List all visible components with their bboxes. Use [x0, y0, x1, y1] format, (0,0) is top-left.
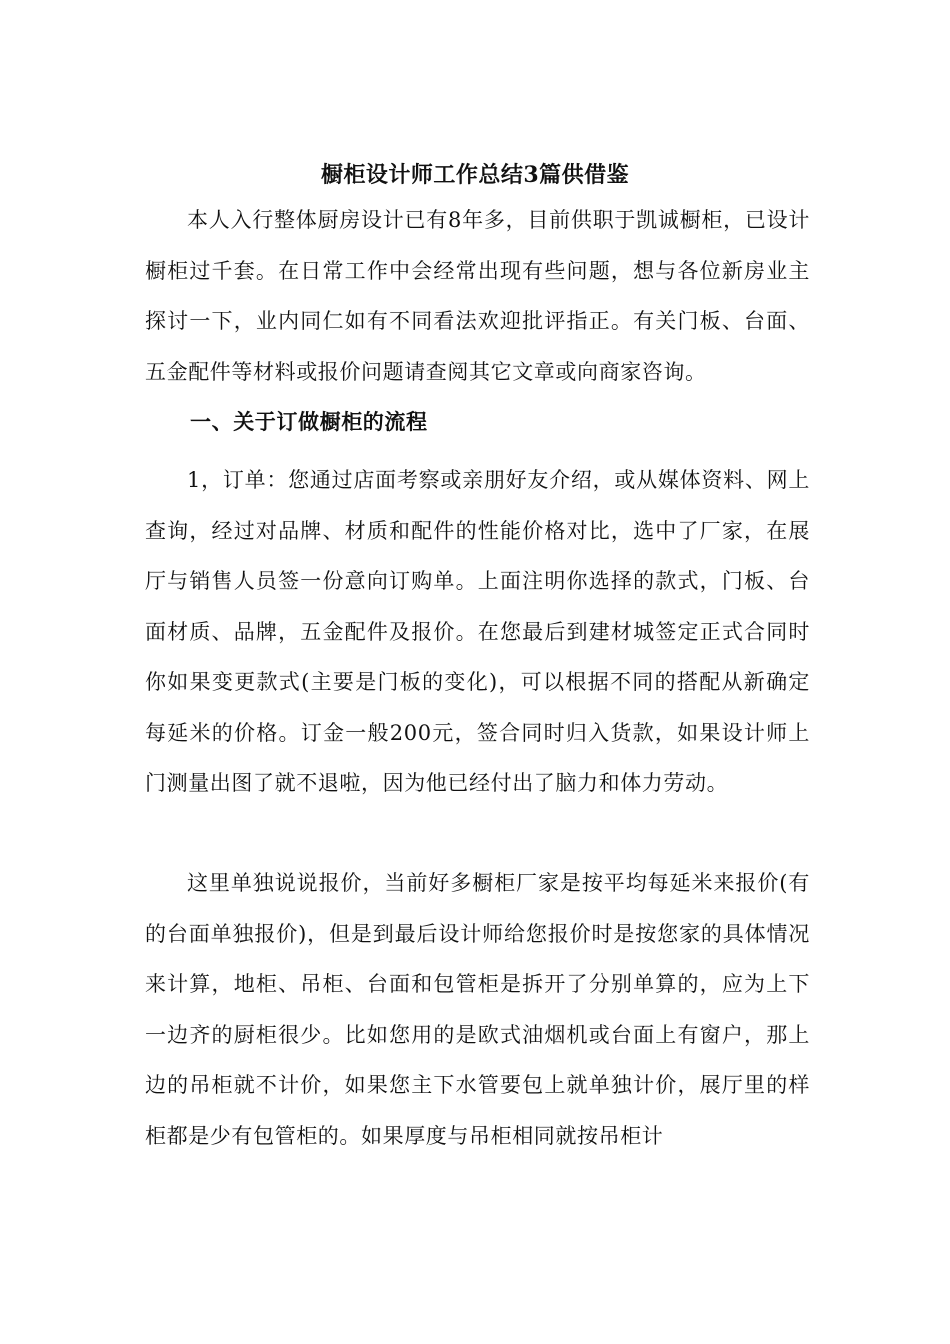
section-heading: 一、关于订做橱柜的流程 [190, 409, 428, 434]
order-paragraph: 1，订单：您通过店面考察或亲朋好友介绍，或从媒体资料、网上查询，经过对品牌、材质和配件的性能价格对比，选中了厂家，在展厅与销售人员签一份意向订购单。上面注明你选择的款式，门板、台面材质、品牌，五金配件及报价。在您最后到建材城签定正式合同时你如果变更款式(主要是门板的变化)，可以根据不同的搭配从新确定每延米的价格。订金一般200元，签合同时归入货款，如果设计师上门测量出图了就不退啦，因为他已经付出了脑力和体力劳动。 [145, 468, 810, 795]
document-title: 橱柜设计师工作总结3篇供借鉴 [320, 161, 630, 188]
intro-paragraph: 本人入行整体厨房设计已有8年多，目前供职于凯诚橱柜，已设计橱柜过千套。在日常工作中会经常出现有些问题，想与各位新房业主探讨一下，业内同仁如有不同看法欢迎批评指正。有关门板、台面、五金配件等材料或报价问题请查阅其它文章或向商家咨询。 [145, 208, 810, 384]
pricing-paragraph: 这里单独说说报价，当前好多橱柜厂家是按平均每延米来报价(有的台面单独报价)，但是到最后设计师给您报价时是按您家的具体情况来计算，地柜、吊柜、台面和包管柜是拆开了分别单算的，应为上下一边齐的厨柜很少。比如您用的是欧式油烟机或台面上有窗户，那上边的吊柜就不计价，如果您主下水管要包上就单独计价，展厅里的样柜都是少有包管柜的。如果厚度与吊柜相同就按吊柜计 [145, 871, 810, 1148]
